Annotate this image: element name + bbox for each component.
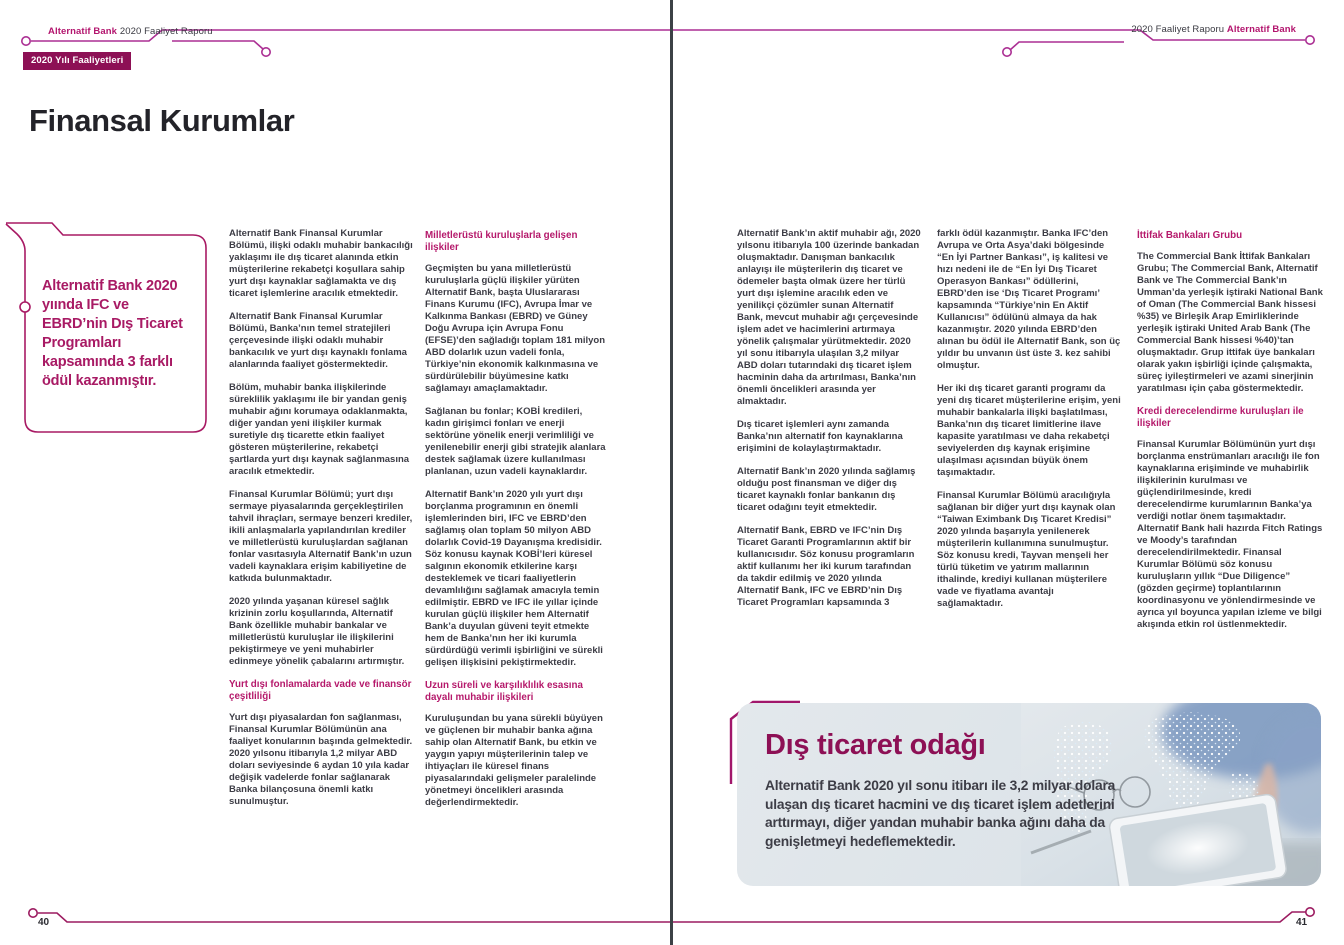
paragraph: Finansal Kurumlar Bölümü; yurt dışı sermaye piyasalarında gerçekleştirilen tahvil ihraçları, sermaye benzeri krediler, ikili anlaşmalarla yapılandırılan krediler ve milletlerüstü kuruluşlardan sağlanan fonlar vasıtasıyla Alternatif Bank’ın uzun vadeli kaynaklara erişim kabiliyetine de katkıda bulunmaktadır.: [229, 489, 413, 584]
header-title: 2020 Faaliyet Raporu: [1131, 24, 1227, 35]
paragraph: Sağlanan bu fonlar; KOBİ kredileri, kadın girişimci fonları ve enerji sektörüne yönelik enerji verimliliği ve yenilenebilir enerji gibi stratejik alanlara destek sağlamak üzere kullanılması planlanan, uzun vadeli kaynaklardır.: [425, 406, 606, 477]
text-column-left-2: [425, 228, 609, 820]
highlight-callout-text: Alternatif Bank 2020 yıında IFC ve EBRD’nin Dış Ticaret Programları kapsamında 3 farklı ödül kazanmıştır.: [42, 277, 183, 389]
subheading: Yurt dışı fonlamalarda vade ve finansör çeşitliliği: [229, 679, 412, 702]
text-column-right-3: [1137, 228, 1323, 642]
subheading: Uzun süreli ve karşılıklılık esasına dayalı muhabir ilişkileri: [425, 680, 583, 703]
paragraph: farklı ödül kazanmıştır. Banka IFC’den Avrupa ve Orta Asya’daki bölgesinde “En İyi Partner Bankası”, iş kalitesi ve hızı nedeni ile de “En İyi Dış Ticaret Operasyon Bankası” ödüllerini, EBRD’den ise ‘Dış Ticaret Programı’ kapsamında “Türkiye’nin En Aktif Kullanıcısı” ödülünü almaya da hak kazanmıştır. 2020 yılında EBRD’den alınan bu ödül ile Alternatif Bank, son üç yıldır bu unvanın üst üste 3. kez sahibi olmuştur.: [937, 228, 1121, 371]
paragraph: Alternatif Bank Finansal Kurumlar Bölümü, ilişki odaklı muhabir bankacılığı yaklaşımı ile dış ticaret alanında etkin müşterilerine rekabetçi koşullara sahip yurt dışı kaynaklar sağlamakta ve dış ticaret işlemlerine aracılık etmektedir.: [229, 228, 413, 299]
running-header-left: [48, 26, 213, 37]
page-number-right: 41: [1296, 917, 1308, 928]
paragraph: Yurt dışı piyasalardan fon sağlanması, Finansal Kurumlar Bölümünün ana faaliyet konularının başında gelmektedir. 2020 yılsonu itibarıyla 1,2 milyar ABD doları seviyesinde 6 aydan 10 yıla kadar değişik vadelerde fonlar sağlanarak Banka bilançosuna önemli katkı sunulmuştur.: [229, 712, 413, 807]
paragraph: Finansal Kurumlar Bölümü aracılığıyla sağlanan bir diğer yurt dışı kaynak olan “Taiwan Eximbank Dış Ticaret Kredisi” 2020 yılında başarıyla yenilenerek müşterilerin kullanımına sunulmuştur. Söz konusu kredi, Tayvan menşeli her türlü tüketim ve yatırım mallarının ithalinde, krediyi kullanan müşterilere vade ve fiyatlama avantajı sağlamaktadır.: [937, 490, 1116, 609]
paragraph: Alternatif Bank’ın 2020 yılında sağlamış olduğu post finansman ve diğer dış ticaret kaynaklı fonlar bankanın dış ticaret odağını teyit etmektedir.: [737, 466, 916, 513]
subheading: Milletlerüstü kuruluşlarla gelişen ilişkiler: [425, 230, 578, 253]
header-brand: Alternatif Bank: [1226, 24, 1296, 35]
paragraph: Finansal Kurumlar Bölümünün yurt dışı borçlanma enstrümanları aracılığı ile fon kaynaklarına erişiminde ve muhabirlik ilişkilerinin kurulması ve güçlendirilmesinde, kredi derecelendirme kurumlarının Banka’ya verdiği notlar önem taşımaktadır. Alternatif Bank hali hazırda Fitch Ratings ve Moody’s tarafından derecelendirilmektedir. Finansal Kurumlar Bölümü söz konusu kuruluşların yıllık “Due Diligence” (gözden geçirme) toplantılarının koordinasyonu ve yönlendirmesinde ve ayrıca yıl boyunca yapılan izleme ve bilgi akışında etkin rol üstlenmektedir.: [1137, 439, 1323, 630]
subheading: Kredi derecelendirme kuruluşları ile ilişkiler: [1137, 406, 1304, 429]
paragraph: Alternatif Bank Finansal Kurumlar Bölümü, Banka’nın temel stratejileri çerçevesinde ilişki odaklı muhabir bankacılık ve yurt dışı kaynaklı fonlama alanlarında faaliyet göstermektedir.: [229, 311, 407, 370]
subheading: İttifak Bankaları Grubu: [1137, 230, 1243, 241]
paragraph: Dış ticaret işlemleri aynı zamanda Banka’nın alternatif fon kaynaklarına erişimini de kolaylaştırmaktadır.: [737, 419, 903, 454]
paragraph: The Commercial Bank İttifak Bankaları Grubu; The Commercial Bank, Alternatif Bank ve The Commercial Bank’ın Umman’da yerleşik iştiraki National Bank of Oman (The Commercial Bank hissesi %35) ve Birleşik Arap Emirliklerinde yerleşik iştiraki United Arab Bank (The Commercial Bank hissesi %40)’tan oluşmaktadır. Grup ittifak üye bankaları olarak yakın işbirliği içinde çalışmakta, süreç iyileştirmeleri ve azami sinerjinin yaratılması için çaba göstermektedir.: [1137, 251, 1323, 394]
text-column-right-2: [937, 228, 1121, 621]
paragraph: Alternatif Bank’ın aktif muhabir ağı, 2020 yılsonu itibarıyla 100 üzerinde bankadan oluşmaktadır. Danışman bankacılık anlayışı ile müşterilerin dış ticaret ve ödemeler başta olmak üzere her türlü yurt dışı işlemine aracılık eden ve yenilikçi çözümler sunan Alternatif Bank, mevcut muhabir ağı çerçevesinde işlem adet ve hacimlerini artırmaya yönelik çalışmalar yürütmektedir. 2020 yıl sonu itibarıyla ulaşılan 3,2 milyar ABD doları tutarındaki dış ticaret işlem hacminin daha da artırılması, Banka’nın önemli öncelikleri arasında yer almaktadır.: [737, 228, 921, 407]
header-title: 2020 Faaliyet Raporu: [117, 26, 213, 37]
paragraph: Alternatif Bank, EBRD ve IFC’nin Dış Ticaret Garanti Programlarının aktif bir kullanıcısıdır. Söz konusu programların aktif kullanımı her iki kurum tarafından da takdir edilmiş ve 2020 yılında Alternatif Bank, IFC ve EBRD’nin Dış Ticaret Programları kapsamında 3: [737, 525, 915, 608]
text-column-left-1: [229, 228, 413, 819]
page-number-left: 40: [38, 917, 50, 928]
text-column-right-1: [737, 228, 921, 620]
paragraph: Bölüm, muhabir banka ilişkilerinde süreklilik yaklaşımı ile bir yandan geniş muhabir ağını korumaya odaklanmakta, diğer yandan yeni ilişkiler kurmak suretiyle dış ticarette etkin faaliyet gösteren müşterilerine, rekabetçi şartlarda yurt dışı kaynak sağlanmasına aracılık etmektedir.: [229, 382, 410, 477]
paragraph: Geçmişten bu yana milletlerüstü kuruluşlarla güçlü ilişkiler yürüten Alternatif Bank, başta Uluslararası Finans Kurumu (IFC), Avrupa İmar ve Kalkınma Bankası (EBRD) ve Güney Doğu Avrupa için Avrupa Fonu (EFSE)’den sağladığı toplam 181 milyon ABD dolarlık uzun vadeli fonla, Türkiye’nin ekonomik kalkınmasına ve sürdürülebilir büyümesine katkı sağlamayı amaçlamaktadır.: [425, 263, 606, 394]
feature-title: Dış ticaret odağı: [765, 729, 986, 761]
paragraph: 2020 yılında yaşanan küresel sağlık krizinin zorlu koşullarında, Alternatif Bank özellikle muhabir bankalar ve milletlerüstü kuruluşlar ile ilişkilerini pekiştirmeye ve yeni muhabirler edinmeye yönelik çabalarını artırmıştır.: [229, 596, 405, 667]
section-badge: 2020 Yılı Faaliyetleri: [23, 52, 131, 70]
paragraph: Kuruluşundan bu yana sürekli büyüyen ve güçlenen bir muhabir banka ağına sahip olan Alternatif Bank, bu etkin ve yaygın yapıyı müşterilerinin talep ve ihtiyaçları ile küresel finans piyasalarındaki gelişmeler paralelinde yönetmeyi öncelikleri arasında değerlendirmektedir.: [425, 713, 603, 808]
highlight-callout: [25, 235, 207, 432]
header-brand: Alternatif Bank: [48, 26, 118, 37]
page-title: Finansal Kurumlar: [29, 103, 295, 138]
feature-box: [737, 703, 1321, 886]
paragraph: Her iki dış ticaret garanti programı da yeni dış ticaret müşterilerine erişim, yeni muhabir bankalarla ilişki başlatılması, Banka’nın dış ticaret limitlerine ilave kapasite yaratılması ve daha rekabetçi seviyelerden dış kaynak erişimine ulaşılması açısından büyük önem taşımaktadır.: [937, 383, 1121, 478]
feature-body: Alternatif Bank 2020 yıl sonu itibarı ile 3,2 milyar dolara ulaşan dış ticaret hacmini ve dış ticaret işlem adetlerini arttırmayı, diğer yandan muhabir banka ağını daha da genişletmeyi hedeflemektedir.: [765, 778, 1116, 849]
running-header-right: [1131, 24, 1296, 35]
paragraph: Alternatif Bank’ın 2020 yılı yurt dışı borçlanma programının en önemli işlemlerinden biri, IFC ve EBRD’den sağlamış olan toplam 50 milyon ABD dolarlık Covid-19 Dayanışma kredisidir. Söz konusu kaynak KOBİ’leri küresel salgının ekonomik etkilerine karşı desteklemek ve ticari faaliyetlerin devamlılığını sağlamak amacıyla temin edilmiştir. EBRD ve IFC ile yıllar içinde kurulan güçlü ilişkiler hem Alternatif Bank’a duyulan güveni teyit etmekte hem de Banka’nın her iki kurumla sürdürdüğü verimli işbirliğini ve sürekli gelişen ilişkisini pekiştirmektedir.: [425, 489, 603, 668]
page-spine: [670, 0, 673, 945]
